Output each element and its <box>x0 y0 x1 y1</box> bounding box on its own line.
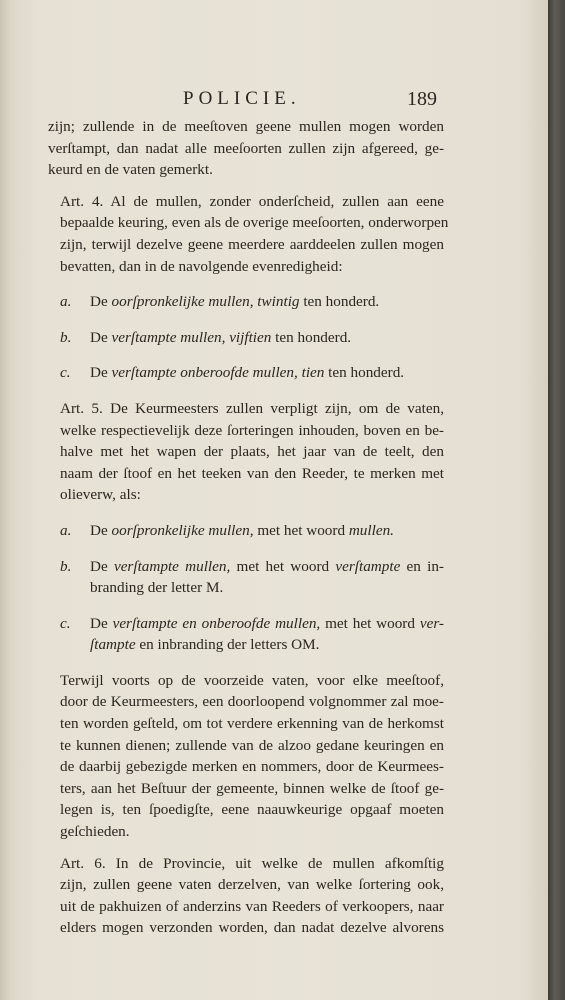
text-line: Terwijl voorts op de voorzeide vaten, voor elke meeſtoof, <box>60 671 444 689</box>
text-line: legen is, ten ſpoedigſte, eene naauwkeurige opgaaf moeten <box>60 801 444 819</box>
item-text: met het woord <box>230 557 336 575</box>
book-edge <box>548 0 565 1000</box>
text-line: Art. 4. Al de mullen, zonder onderſcheid, zullen aan eene <box>60 192 444 210</box>
body-text <box>48 116 449 939</box>
item-emphasis: ver- <box>419 614 444 632</box>
item-emphasis: verſtampte en onberoofde mullen, <box>112 614 321 632</box>
running-header <box>0 88 548 112</box>
text-line: door de Keurmeesters, een doorloopend volgnommer zal moe- <box>60 693 444 711</box>
item-text: De <box>90 521 112 539</box>
list-item <box>48 556 444 599</box>
list-marker: a. <box>60 293 72 311</box>
text-line: bevatten, dan in de navolgende evenredigheid: <box>60 257 343 275</box>
text-line: de daarbij gebezigde merken en nommers, door de Keurmees- <box>60 758 444 776</box>
item-emphasis: oorſpronkelijke mullen, twintig <box>111 293 300 311</box>
list-item <box>48 291 444 313</box>
list-item <box>48 362 444 384</box>
article-4 <box>48 191 449 277</box>
item-emphasis: verſtampte onberoofde mullen, tien <box>111 364 325 382</box>
text-line: elders mogen verzonden worden, dan nadat dezelve alvorens <box>60 919 444 937</box>
list-item <box>48 520 444 542</box>
item-text: ten honderd. <box>271 328 352 346</box>
item-text: ten honderd. <box>324 364 405 382</box>
text-line: uit de pakhuizen of anderzins van Reeders of verkoopers, naar <box>60 897 444 915</box>
text-line: ters, aan het Beſtuur der gemeente, binnen welke de ſtoof ge- <box>60 779 444 797</box>
list-marker: a. <box>60 521 72 539</box>
text-line: verſtampt, dan nadat alle meeſoorten zullen zijn afgereed, ge- <box>48 139 444 157</box>
item-text: De <box>90 614 113 632</box>
item-text: en inbranding der letters OM. <box>135 636 320 654</box>
item-emphasis: verſtampte <box>335 557 401 575</box>
text-line: naam der ſtoof en het teeken van den Reeder, te merken met <box>60 464 444 482</box>
article-6 <box>48 853 444 939</box>
text-line: zijn; zullende in de meeſtoven geene mullen mogen worden <box>48 118 444 135</box>
item-text: De <box>90 293 112 311</box>
text-line: olieverw, als: <box>60 486 141 504</box>
item-text: en in- <box>400 557 444 575</box>
item-emphasis: verſtampte mullen, <box>113 557 231 575</box>
page-number: 189 <box>407 88 437 110</box>
text-line: keurd en de vaten gemerkt. <box>48 161 213 179</box>
list-item <box>48 613 444 656</box>
item-text: met het woord <box>320 614 420 632</box>
text-line: bepaalde keuring, even als de overige meeſoorten, onderworpen <box>60 214 449 232</box>
item-emphasis: ſtampte <box>90 636 136 654</box>
item-emphasis: mullen. <box>348 521 394 539</box>
list-item <box>48 327 444 349</box>
text-line: halve met het wapen der plaats, het jaar van de teelt, den <box>60 443 444 461</box>
list-marker: b. <box>60 557 72 575</box>
item-emphasis: oorſpronkelijke mullen, <box>111 521 254 539</box>
list-marker: c. <box>60 614 71 632</box>
text-line: Art. 5. De Keurmeesters zullen verpligt zijn, om de vaten, <box>60 399 444 417</box>
running-title: POLICIE. <box>183 88 301 109</box>
list-marker: b. <box>60 328 72 346</box>
text-line: welke respectievelijk deze ſorteringen inhouden, boven en be- <box>60 421 444 439</box>
item-text: ten honderd. <box>299 293 380 311</box>
item-emphasis: verſtampte mullen, vijftien <box>111 328 272 346</box>
text-line: geſchieden. <box>60 823 130 841</box>
article-5 <box>48 398 444 506</box>
item-text: met het woord <box>253 521 349 539</box>
item-text: De <box>90 557 114 575</box>
item-text: De <box>90 328 112 346</box>
text-line: zijn, zullen geene vaten derzelven, van welke ſortering ook, <box>60 876 444 894</box>
item-text: De <box>90 364 112 382</box>
intro-paragraph <box>48 116 444 181</box>
text-line: zijn, terwijl dezelve geene meerdere aarddeelen zullen mogen <box>60 235 444 253</box>
paragraph-terwijl <box>48 670 444 843</box>
text-line: branding der letter M. <box>90 579 224 597</box>
text-line: Art. 6. In de Provincie, uit welke de mullen afkomſtig <box>60 854 444 872</box>
text-line: te kunnen dienen; zullende van de alzoo gedane keuringen en <box>60 736 444 754</box>
text-line: ten worden geſteld, om tot verdere erkenning van de herkomst <box>60 715 444 733</box>
list-marker: c. <box>60 364 71 382</box>
